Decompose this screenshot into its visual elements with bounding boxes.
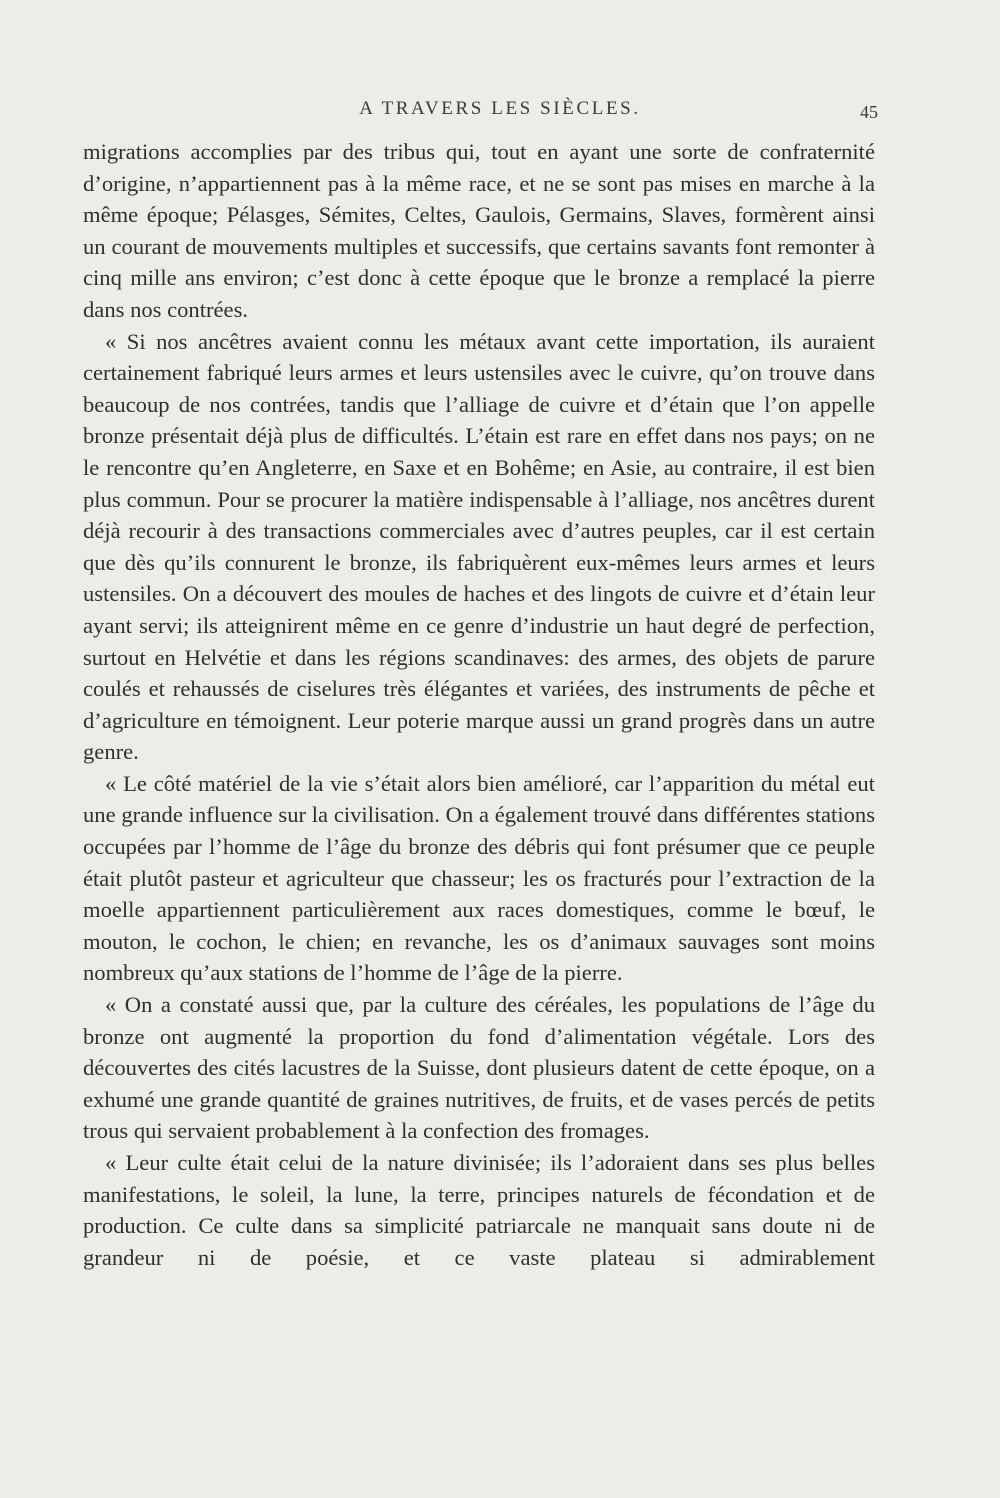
body-text bbox=[83, 136, 875, 1273]
paragraph: migrations accomplies par des tribus qui, tout en ayant une sorte de confraternité d’origine, n’appartiennent pas à la même race, et ne se sont pas mises en marche à la même époque; Pélasges, Sémites, Celtes, Gaulois, Germains, Slaves, formèrent ainsi un courant de mouvements multiples et successifs, que certains savants font remonter à cinq mille ans environ; c’est donc à cette époque que le bronze a remplacé la pierre dans nos contrées. bbox=[83, 139, 875, 322]
running-title: A TRAVERS LES SIÈCLES. bbox=[359, 98, 641, 119]
running-header bbox=[0, 98, 1000, 128]
paragraph: « Leur culte était celui de la nature divinisée; ils l’adoraient dans ses plus belles manifestations, le soleil, la lune, la terre, principes naturels de fécondation et de production. Ce culte dans sa simplicité patriarcale ne manquait sans doute ni de grandeur ni de poésie, et ce vaste plateau si admirablement bbox=[83, 1150, 875, 1270]
paragraph: « Le côté matériel de la vie s’était alors bien amélioré, car l’apparition du métal eut une grande influence sur la civilisation. On a également trouvé dans différentes stations occupées par l’homme de l’âge du bronze des débris qui font présumer que ce peuple était plutôt pasteur et agriculteur que chasseur; les os fracturés pour l’extraction de la moelle appartiennent particulièrement aux races domestiques, comme le bœuf, le mouton, le cochon, le chien; en revanche, les os d’animaux sauvages sont moins nombreux qu’aux stations de l’homme de l’âge de la pierre. bbox=[83, 770, 875, 986]
page-number: 45 bbox=[860, 102, 878, 122]
paragraph: « Si nos ancêtres avaient connu les métaux avant cette importation, ils auraient certainement fabriqué leurs armes et leurs ustensiles avec le cuivre, qu’on trouve dans beaucoup de nos contrées, tandis que l’alliage de cuivre et d’étain que l’on appelle bronze présentait déjà plus de difficultés. L’étain est rare en effet dans nos pays; on ne le rencontre qu’en Angleterre, en Saxe et en Bohême; en Asie, au contraire, il est bien plus commun. Pour se procurer la matière indispensable à l’alliage, nos ancêtres durent déjà recourir à des transactions commerciales avec d’autres peuples, car il est certain que dès qu’ils connurent le bronze, ils fabriquèrent eux-mêmes leurs armes et leurs ustensiles. On a découvert des moules de haches et des lingots de cuivre et d’étain leur ayant servi; ils atteignirent même en ce genre d’industrie un haut degré de perfection, surtout en Helvétie et dans les régions scandinaves: des armes, des objets de parure coulés et rehaussés de ciselures très élégantes et variées, des instruments de pêche et d’agriculture en témoignent. Leur poterie marque aussi un grand progrès dans un autre genre. bbox=[83, 328, 875, 765]
paragraph: « On a constaté aussi que, par la culture des céréales, les populations de l’âge du bronze ont augmenté la proportion du fond d’alimentation végétale. Lors des découvertes des cités lacustres de la Suisse, dont plusieurs datent de cette époque, on a exhumé une grande quantité de graines nutritives, de fruits, et de vases percés de petits trous qui servaient probablement à la confection des fromages. bbox=[83, 992, 875, 1144]
